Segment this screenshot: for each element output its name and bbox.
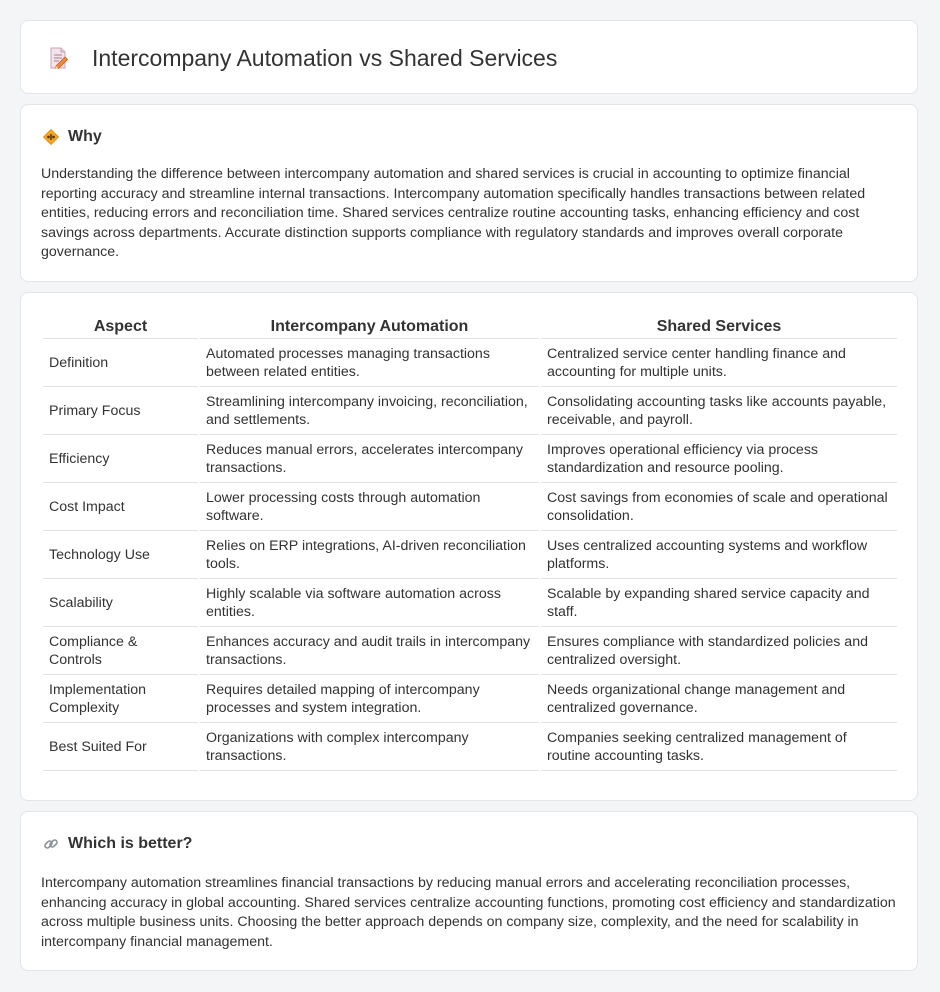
column-header-intercompany-automation: Intercompany Automation (200, 317, 539, 339)
column-header-aspect: Aspect (43, 317, 198, 339)
why-text: Understanding the difference between intercompany automation and shared services is crucial in accounting to optimize financial reporting accuracy and streamline internal transactions. Intercompany automation specifically handles transactions between related entities, reducing errors and reconciliation time. Shared services centralize routine accounting tasks, enhancing efficiency and cost savings across departments. Accurate distinction supports compliance with regulatory standards and improves overall corporate governance. (41, 166, 866, 260)
link-icon (43, 836, 59, 852)
intercompany-cell: Organizations with complex intercompany transactions. (200, 723, 539, 771)
title-card (20, 20, 918, 94)
table-row (43, 435, 897, 483)
intercompany-cell: Requires detailed mapping of intercompany processes and system integration. (200, 675, 539, 723)
aspect-cell: Technology Use (43, 531, 198, 579)
why-heading-row (43, 127, 102, 147)
intercompany-cell: Automated processes managing transactions between related entities. (200, 339, 539, 387)
intercompany-cell: Highly scalable via software automation across entities. (200, 579, 539, 627)
intercompany-cell: Lower processing costs through automation software. (200, 483, 539, 531)
aspect-cell: Efficiency (43, 435, 198, 483)
better-heading-row (43, 834, 192, 854)
intercompany-cell: Enhances accuracy and audit trails in intercompany transactions. (200, 627, 539, 675)
aspect-cell: Cost Impact (43, 483, 198, 531)
table-row (43, 675, 897, 723)
why-section (20, 104, 918, 282)
shared-services-cell: Scalable by expanding shared service capacity and staff. (541, 579, 897, 627)
table-row (43, 579, 897, 627)
column-header-shared-services: Shared Services (541, 317, 897, 339)
shared-services-cell: Needs organizational change management and centralized governance. (541, 675, 897, 723)
comparison-table (41, 317, 899, 771)
which-is-better-section (20, 811, 918, 971)
shared-services-cell: Ensures compliance with standardized policies and centralized oversight. (541, 627, 897, 675)
memo-pencil-icon (47, 47, 69, 69)
shared-services-cell: Centralized service center handling finance and accounting for multiple units. (541, 339, 897, 387)
table-row (43, 387, 897, 435)
shared-services-cell: Consolidating accounting tasks like accounts payable, receivable, and payroll. (541, 387, 897, 435)
intercompany-cell: Streamlining intercompany invoicing, reconciliation, and settlements. (200, 387, 539, 435)
comparison-section (20, 292, 918, 801)
table-header-row (43, 317, 897, 339)
table-row (43, 627, 897, 675)
shared-services-cell: Companies seeking centralized management of routine accounting tasks. (541, 723, 897, 771)
shared-services-cell: Uses centralized accounting systems and workflow platforms. (541, 531, 897, 579)
table-row (43, 531, 897, 579)
intercompany-cell: Reduces manual errors, accelerates intercompany transactions. (200, 435, 539, 483)
aspect-cell: Definition (43, 339, 198, 387)
table-row (43, 339, 897, 387)
aspect-cell: Compliance & Controls (43, 627, 198, 675)
shared-services-cell: Improves operational efficiency via process standardization and resource pooling. (541, 435, 897, 483)
intercompany-cell: Relies on ERP integrations, AI-driven reconciliation tools. (200, 531, 539, 579)
diamond-sign-icon (43, 129, 59, 145)
shared-services-cell: Cost savings from economies of scale and operational consolidation. (541, 483, 897, 531)
table-row (43, 723, 897, 771)
why-heading: Why (68, 128, 102, 145)
aspect-cell: Best Suited For (43, 723, 198, 771)
page-title: Intercompany Automation vs Shared Services (92, 45, 558, 71)
aspect-cell: Scalability (43, 579, 198, 627)
better-heading: Which is better? (68, 835, 193, 852)
better-text: Intercompany automation streamlines financial transactions by reducing manual errors and accelerating reconciliation processes, enhancing accuracy in global accounting. Shared services centralize accounting functions, promoting cost efficiency and standardization across multiple business units. Choosing the better approach depends on company size, complexity, and the need for scalability in intercompany financial management. (41, 875, 896, 950)
aspect-cell: Primary Focus (43, 387, 198, 435)
table-row (43, 483, 897, 531)
aspect-cell: Implementation Complexity (43, 675, 198, 723)
